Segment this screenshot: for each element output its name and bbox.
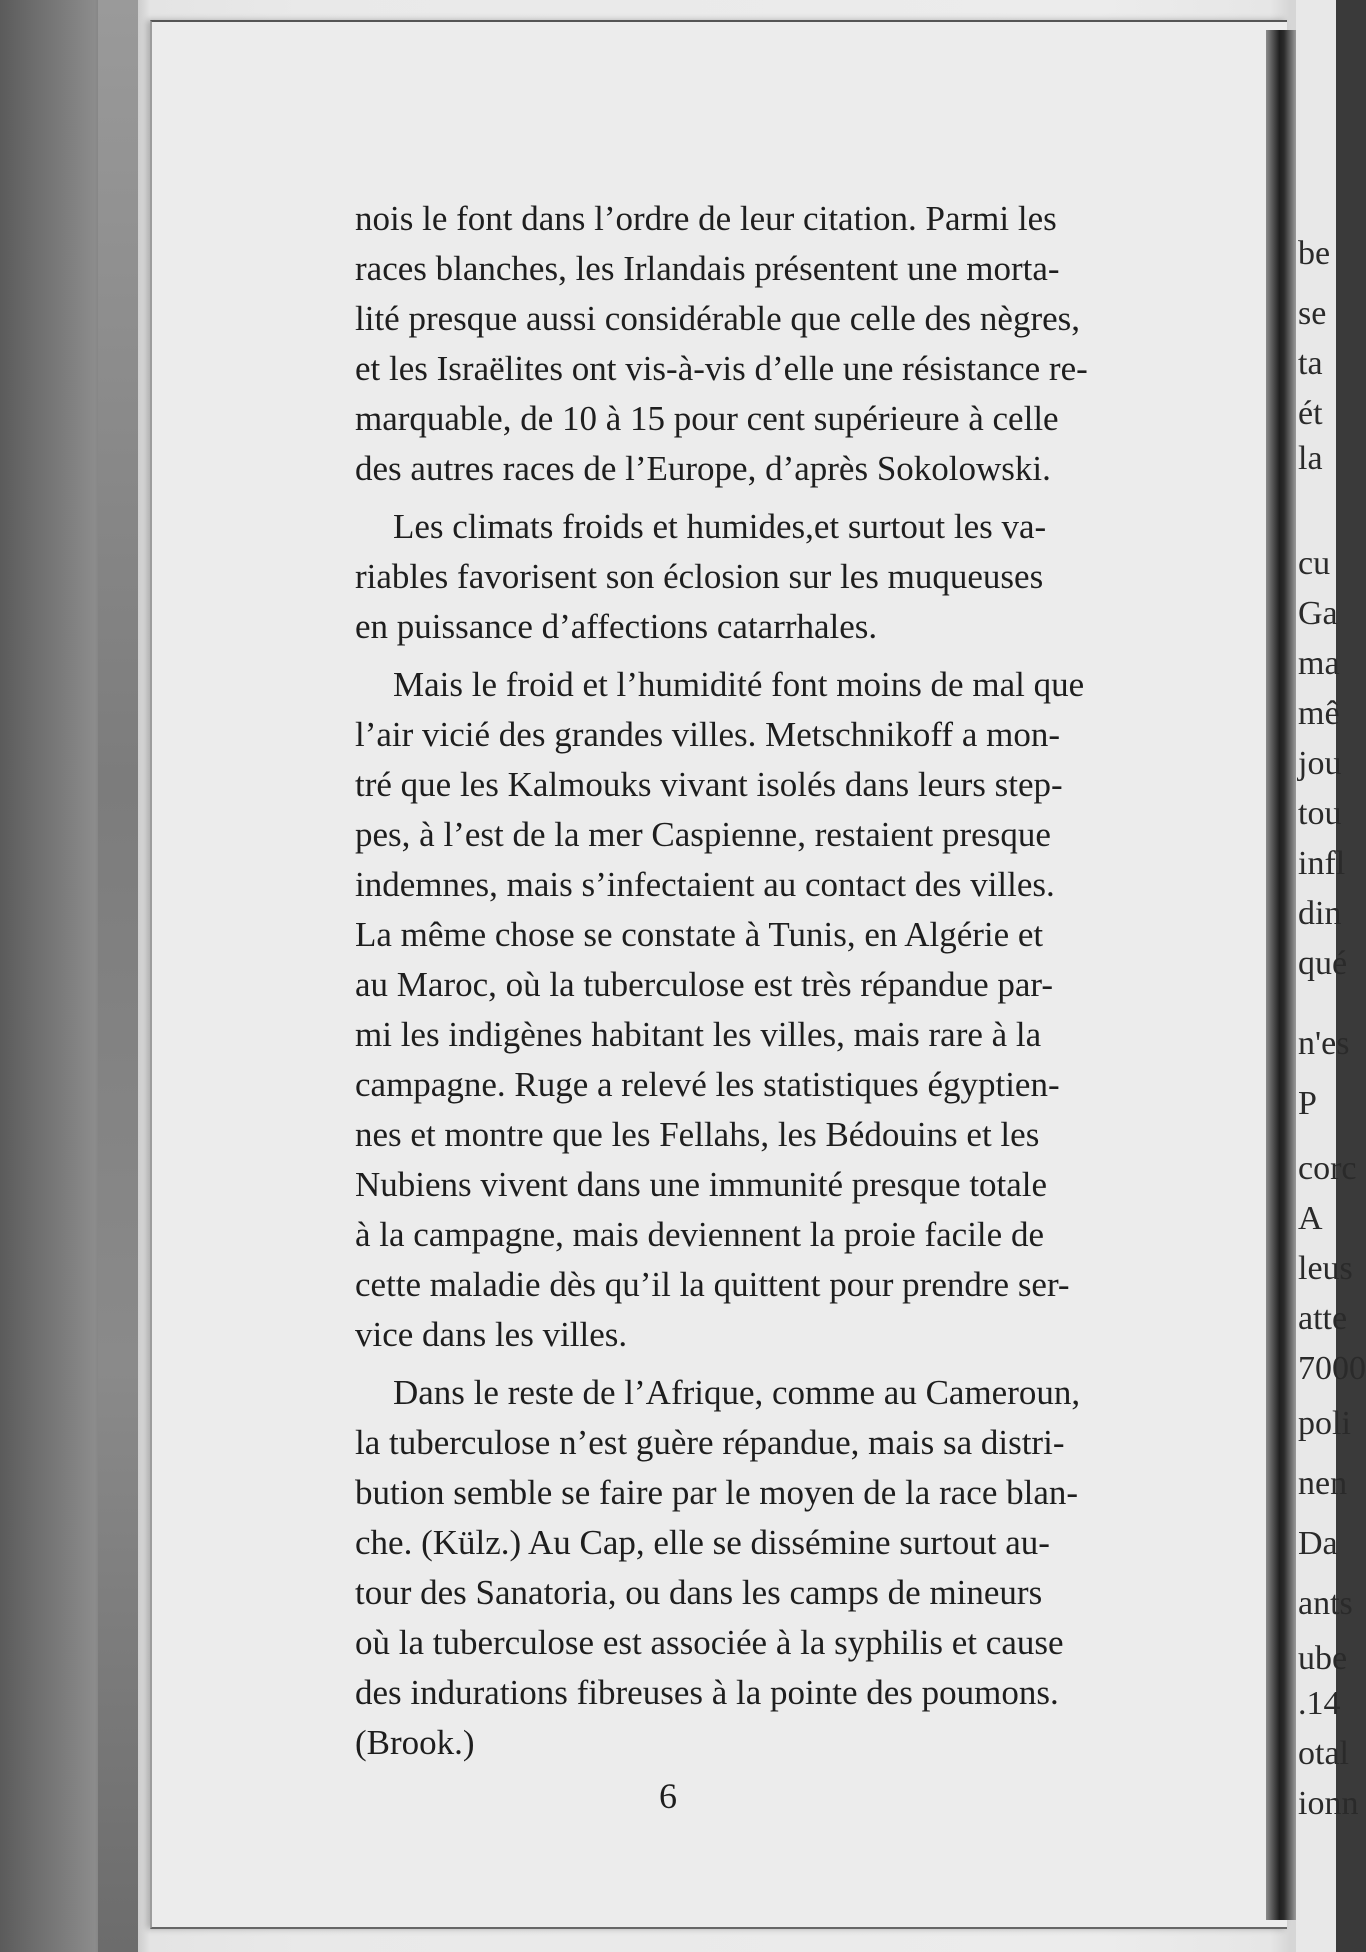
paragraph-2: Les climats froids et humides,et surtout les va- riables favorisent son éclosion sur les muqueuses en puissance d’affections catarrhales. [355,507,1047,646]
adjacent-page-fragment: ma [1298,645,1340,682]
adjacent-page-fragment: se [1298,295,1327,332]
adjacent-page-fragment: infl [1298,845,1346,882]
adjacent-page-fragment: be [1298,235,1331,272]
adjacent-page-fragment: otal [1298,1735,1349,1772]
adjacent-page-fragment: qué [1298,945,1348,982]
adjacent-page-fragment: poli [1298,1405,1351,1442]
adjacent-page-fragment: tou [1298,795,1342,832]
adjacent-page-fragment: .14 [1298,1685,1341,1722]
adjacent-page-fragment: jou [1298,745,1342,782]
adjacent-page-fragment: nen [1298,1465,1348,1502]
adjacent-page-fragment: ta [1298,345,1323,382]
adjacent-page-edge [1296,0,1366,1952]
adjacent-page-fragment: ionn [1298,1785,1359,1822]
adjacent-page-fragment: P [1298,1085,1317,1122]
page-body-text [355,194,1285,1762]
adjacent-page-fragment: ants [1298,1585,1353,1622]
page-number-text: 6 [659,1776,677,1816]
adjacent-page-fragment: Da [1298,1525,1338,1562]
underlying-page-edge [98,0,138,1952]
adjacent-page-fragment: n'es [1298,1025,1350,1062]
adjacent-page-fragment: din [1298,895,1342,932]
adjacent-page-fragment: mê [1298,695,1340,732]
adjacent-page-fragment: atte [1298,1300,1348,1337]
page-number [0,1775,1336,1817]
adjacent-page-fragment: ube [1298,1640,1348,1677]
adjacent-page-fragment: cu [1298,545,1331,582]
adjacent-page-fragment: A [1298,1200,1323,1237]
adjacent-page-fragment: leus [1298,1250,1353,1287]
adjacent-page-fragment: la [1298,440,1323,477]
paragraph-1: nois le font dans l’ordre de leur citation. Parmi les races blanches, les Irlandais présentent une morta- lité presque aussi considérable que celle des nègres, et les Israëlites ont vis-à-vis d’elle une résistance re- marquable, de 10 à 15 pour cent supérieure à celle des autres races de l’Europe, d’après Sokolowski. [355,199,1088,488]
book-binding-gutter [1266,30,1296,1920]
adjacent-page-fragment: corc [1298,1150,1357,1187]
adjacent-page-fragment: ét [1298,395,1323,432]
adjacent-page-fragment: 7000 [1298,1350,1366,1387]
paragraph-4: Dans le reste de l’Afrique, comme au Cameroun, la tuberculose n’est guère répandue, mais sa distri- bution semble se faire par le moyen de la race blan- che. (Külz.) Au Cap, elle se dissémine surtout au- tour des Sanatoria, ou dans les camps de mineurs où la tuberculose est associée à la syphilis et cause des indurations fibreuses à la pointe des poumons. (Brook.) [355,1373,1081,1762]
paragraph-3: Mais le froid et l’humidité font moins de mal que l’air vicié des grandes villes. Metschnikoff a mon- tré que les Kalmouks vivant isolés dans leurs step- pes, à l’est de la mer Caspienne, restaient presque indemnes, mais s’infectaient au contact des villes. La même chose se constate à Tunis, en Algérie et au Maroc, où la tuberculose est très répandue par- mi les indigènes habitant les villes, mais rare à la campagne. Ruge a relevé les statistiques égyptien- nes et montre que les Fellahs, les Bédouins et les Nubiens vivent dans une immunité presque totale à la campagne, mais deviennent la proie facile de cette maladie dès qu’il la quittent pour prendre ser- vice dans les villes. [355,665,1085,1354]
adjacent-page-fragment: Ga [1298,595,1338,632]
